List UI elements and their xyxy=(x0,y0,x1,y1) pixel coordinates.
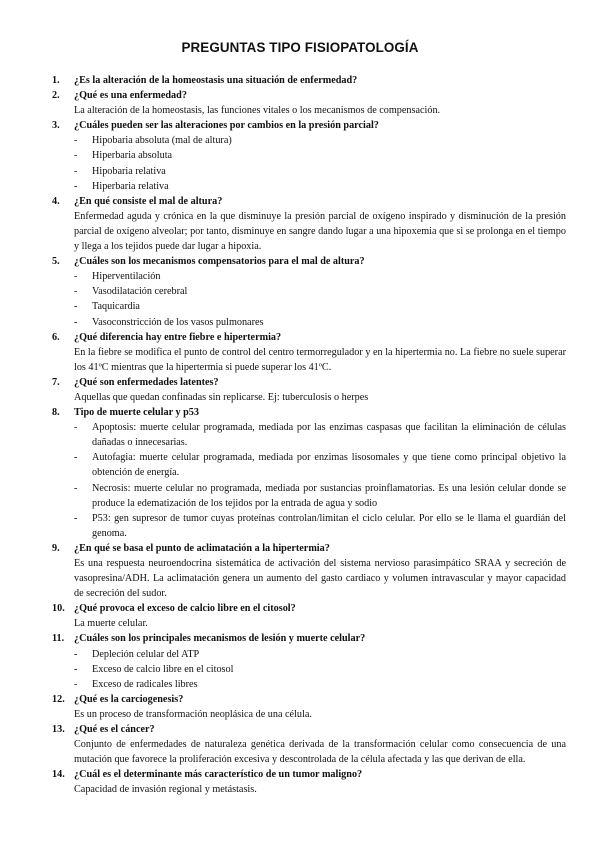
question-number: 5. xyxy=(52,256,60,268)
bullet-text: Exceso de radicales libres xyxy=(92,678,198,690)
answer-text: La muerte celular. xyxy=(74,618,148,630)
question-text: ¿Qué son enfermedades latentes? xyxy=(74,376,219,388)
question-text: ¿Cuáles son los mecanismos compensatorios para el mal de altura? xyxy=(74,256,365,268)
dash-bullet-icon: - xyxy=(74,165,78,177)
bullet-text: Hiperventilación xyxy=(92,271,161,283)
dash-bullet-icon: - xyxy=(74,301,78,313)
bullet-item xyxy=(74,269,566,284)
bullet-item xyxy=(74,284,566,299)
bullet-item xyxy=(74,662,566,677)
dash-bullet-icon: - xyxy=(74,648,78,660)
question-13 xyxy=(52,722,566,737)
question-text: ¿Qué es la carciogenesis? xyxy=(74,693,184,705)
question-2 xyxy=(52,88,566,103)
answer-text: Aquellas que quedan confinadas sin replicarse. Ej: tuberculosis o herpes xyxy=(74,391,369,403)
bullet-item xyxy=(74,164,566,179)
bullet-text: Depleción celular del ATP xyxy=(92,648,200,660)
bullet-text: Necrosis: muerte celular no programada, mediada por sustancias proinflamatorias. Es una lesión celular donde se produce la edematización de los tejidos por la entrada de agua y sodio xyxy=(92,482,566,509)
question-text: ¿En qué consiste el mal de altura? xyxy=(74,195,223,207)
question-number: 7. xyxy=(52,376,60,388)
question-12 xyxy=(52,692,566,707)
question-number: 1. xyxy=(52,75,60,86)
question-number: 3. xyxy=(52,120,60,132)
bullet-item xyxy=(74,677,566,692)
question-text: ¿Cuál es el determinante más característico de un tumor maligno? xyxy=(74,769,363,781)
bullet-item xyxy=(74,647,566,662)
dash-bullet-icon: - xyxy=(74,271,78,283)
bullet-text: Taquicardia xyxy=(92,301,140,313)
question-8 xyxy=(52,405,566,420)
bullet-text: Hipobaria absoluta (mal de altura) xyxy=(92,135,232,147)
question-number: 4. xyxy=(52,195,60,207)
questions-list xyxy=(52,73,566,798)
dash-bullet-icon: - xyxy=(74,286,78,298)
dash-bullet-icon: - xyxy=(74,135,78,147)
answer-text: Es una respuesta neuroendocrina sistemática de activación del sistema nervioso parasimpático SRAA y secreción de vasopresina/ADH. La aclimatación genera un aumento del gasto cardiaco y volumen intravascular y mayor capacidad de secreción del sudor. xyxy=(74,558,566,600)
question-10 xyxy=(52,601,566,616)
question-number: 10. xyxy=(52,603,65,615)
bullet-text: Hiperbaria absoluta xyxy=(92,150,173,162)
answer-text: En la fiebre se modifica el punto de control del centro termorregulador y en la hipertermia no. La fiebre no suele superar los 41ºC mientras que la hipertermia si puede superar los 41ºC. xyxy=(74,346,566,373)
dash-bullet-icon: - xyxy=(74,452,78,464)
question-number: 9. xyxy=(52,542,60,554)
question-text: ¿Cuáles son los principales mecanismos de lesión y muerte celular? xyxy=(74,633,366,645)
question-text: ¿Es la alteración de la homeostasis una situación de enfermedad? xyxy=(74,75,358,86)
question-number: 2. xyxy=(52,90,60,102)
page-title: PREGUNTAS TIPO FISIOPATOLOGÍA xyxy=(181,40,419,55)
question-3 xyxy=(52,118,566,133)
question-number: 14. xyxy=(52,769,65,781)
bullet-item xyxy=(74,179,566,194)
answer-text: La alteración de la homeostasis, las funciones vitales o los mecanismos de compensación. xyxy=(74,105,441,117)
bullet-item xyxy=(74,511,566,541)
question-text: ¿Qué provoca el exceso de calcio libre en el citosol? xyxy=(74,603,296,615)
question-text: ¿Qué es una enfermedad? xyxy=(74,90,187,102)
dash-bullet-icon: - xyxy=(74,180,78,192)
question-1 xyxy=(52,73,566,88)
question-number: 6. xyxy=(52,331,60,343)
question-number: 8. xyxy=(52,407,60,419)
bullet-text: Autofagia: muerte celular programada, mediada por enzimas lisosomales y que tiene como principal objetivo la obtención de energía. xyxy=(92,452,566,479)
bullet-item xyxy=(74,315,566,330)
answer-text: Es un proceso de transformación neoplásica de una célula. xyxy=(74,708,312,720)
dash-bullet-icon: - xyxy=(74,482,78,494)
question-number: 12. xyxy=(52,693,65,705)
dash-bullet-icon: - xyxy=(74,678,78,690)
bullet-text: Vasoconstricción de los vasos pulmonares xyxy=(92,316,264,328)
bullet-item xyxy=(74,481,566,511)
question-number: 13. xyxy=(52,724,65,736)
bullet-text: Hiperbaria relativa xyxy=(92,180,169,192)
answer-text: Enfermedad aguda y crónica en la que disminuye la presión parcial de oxígeno inspirado y disminución de la presión parcial de oxígeno alveolar; por tanto, disminuye en sangre dando lugar a una hipoxemia que si se prolonga en el tiempo y llega a los tejidos puede dar lugar a hipoxia. xyxy=(74,210,566,253)
bullet-item xyxy=(74,420,566,450)
question-5 xyxy=(52,254,566,269)
bullet-text: Exceso de calcio libre en el citosol xyxy=(92,663,234,675)
bullet-text: P53: gen supresor de tumor cuyas proteínas controlan/limitan el ciclo celular. Por ello se le llama el guardián del genoma. xyxy=(92,512,566,539)
question-text: ¿En qué se basa el punto de aclimatación a la hipertermia? xyxy=(74,542,330,554)
question-number: 11. xyxy=(52,633,65,645)
question-9 xyxy=(52,541,566,556)
dash-bullet-icon: - xyxy=(74,150,78,162)
answer-text: Capacidad de invasión regional y metástasis. xyxy=(74,784,257,796)
question-text: ¿Qué diferencia hay entre fiebre e hipertermia? xyxy=(74,331,282,343)
question-14 xyxy=(52,767,566,782)
bullet-text: Hipobaria relativa xyxy=(92,165,166,177)
answer-text: Conjunto de enfermedades de naturaleza genética derivada de la transformación celular como consecuencia de una mutación que favorece la proliferación excesiva y descontrolada de la célula afectada y las que derivan de ella. xyxy=(74,739,566,766)
question-11 xyxy=(52,631,566,646)
bullet-item xyxy=(74,148,566,163)
question-7 xyxy=(52,375,566,390)
dash-bullet-icon: - xyxy=(74,316,78,328)
dash-bullet-icon: - xyxy=(74,422,78,434)
question-text: ¿Qué es el cáncer? xyxy=(74,724,155,736)
bullet-item xyxy=(74,450,566,480)
dash-bullet-icon: - xyxy=(74,512,78,524)
bullet-text: Apoptosis: muerte celular programada, mediada por las enzimas caspasas que facilitan la eliminación de células dañadas o innecesarias. xyxy=(92,422,566,449)
question-4 xyxy=(52,194,566,209)
bullet-item xyxy=(74,299,566,314)
question-text: Tipo de muerte celular y p53 xyxy=(74,407,199,419)
bullet-text: Vasodilatación cerebral xyxy=(92,286,188,298)
question-text: ¿Cuáles pueden ser las alteraciones por cambios en la presión parcial? xyxy=(74,120,379,132)
question-6 xyxy=(52,330,566,345)
dash-bullet-icon: - xyxy=(74,663,78,675)
bullet-item xyxy=(74,133,566,148)
